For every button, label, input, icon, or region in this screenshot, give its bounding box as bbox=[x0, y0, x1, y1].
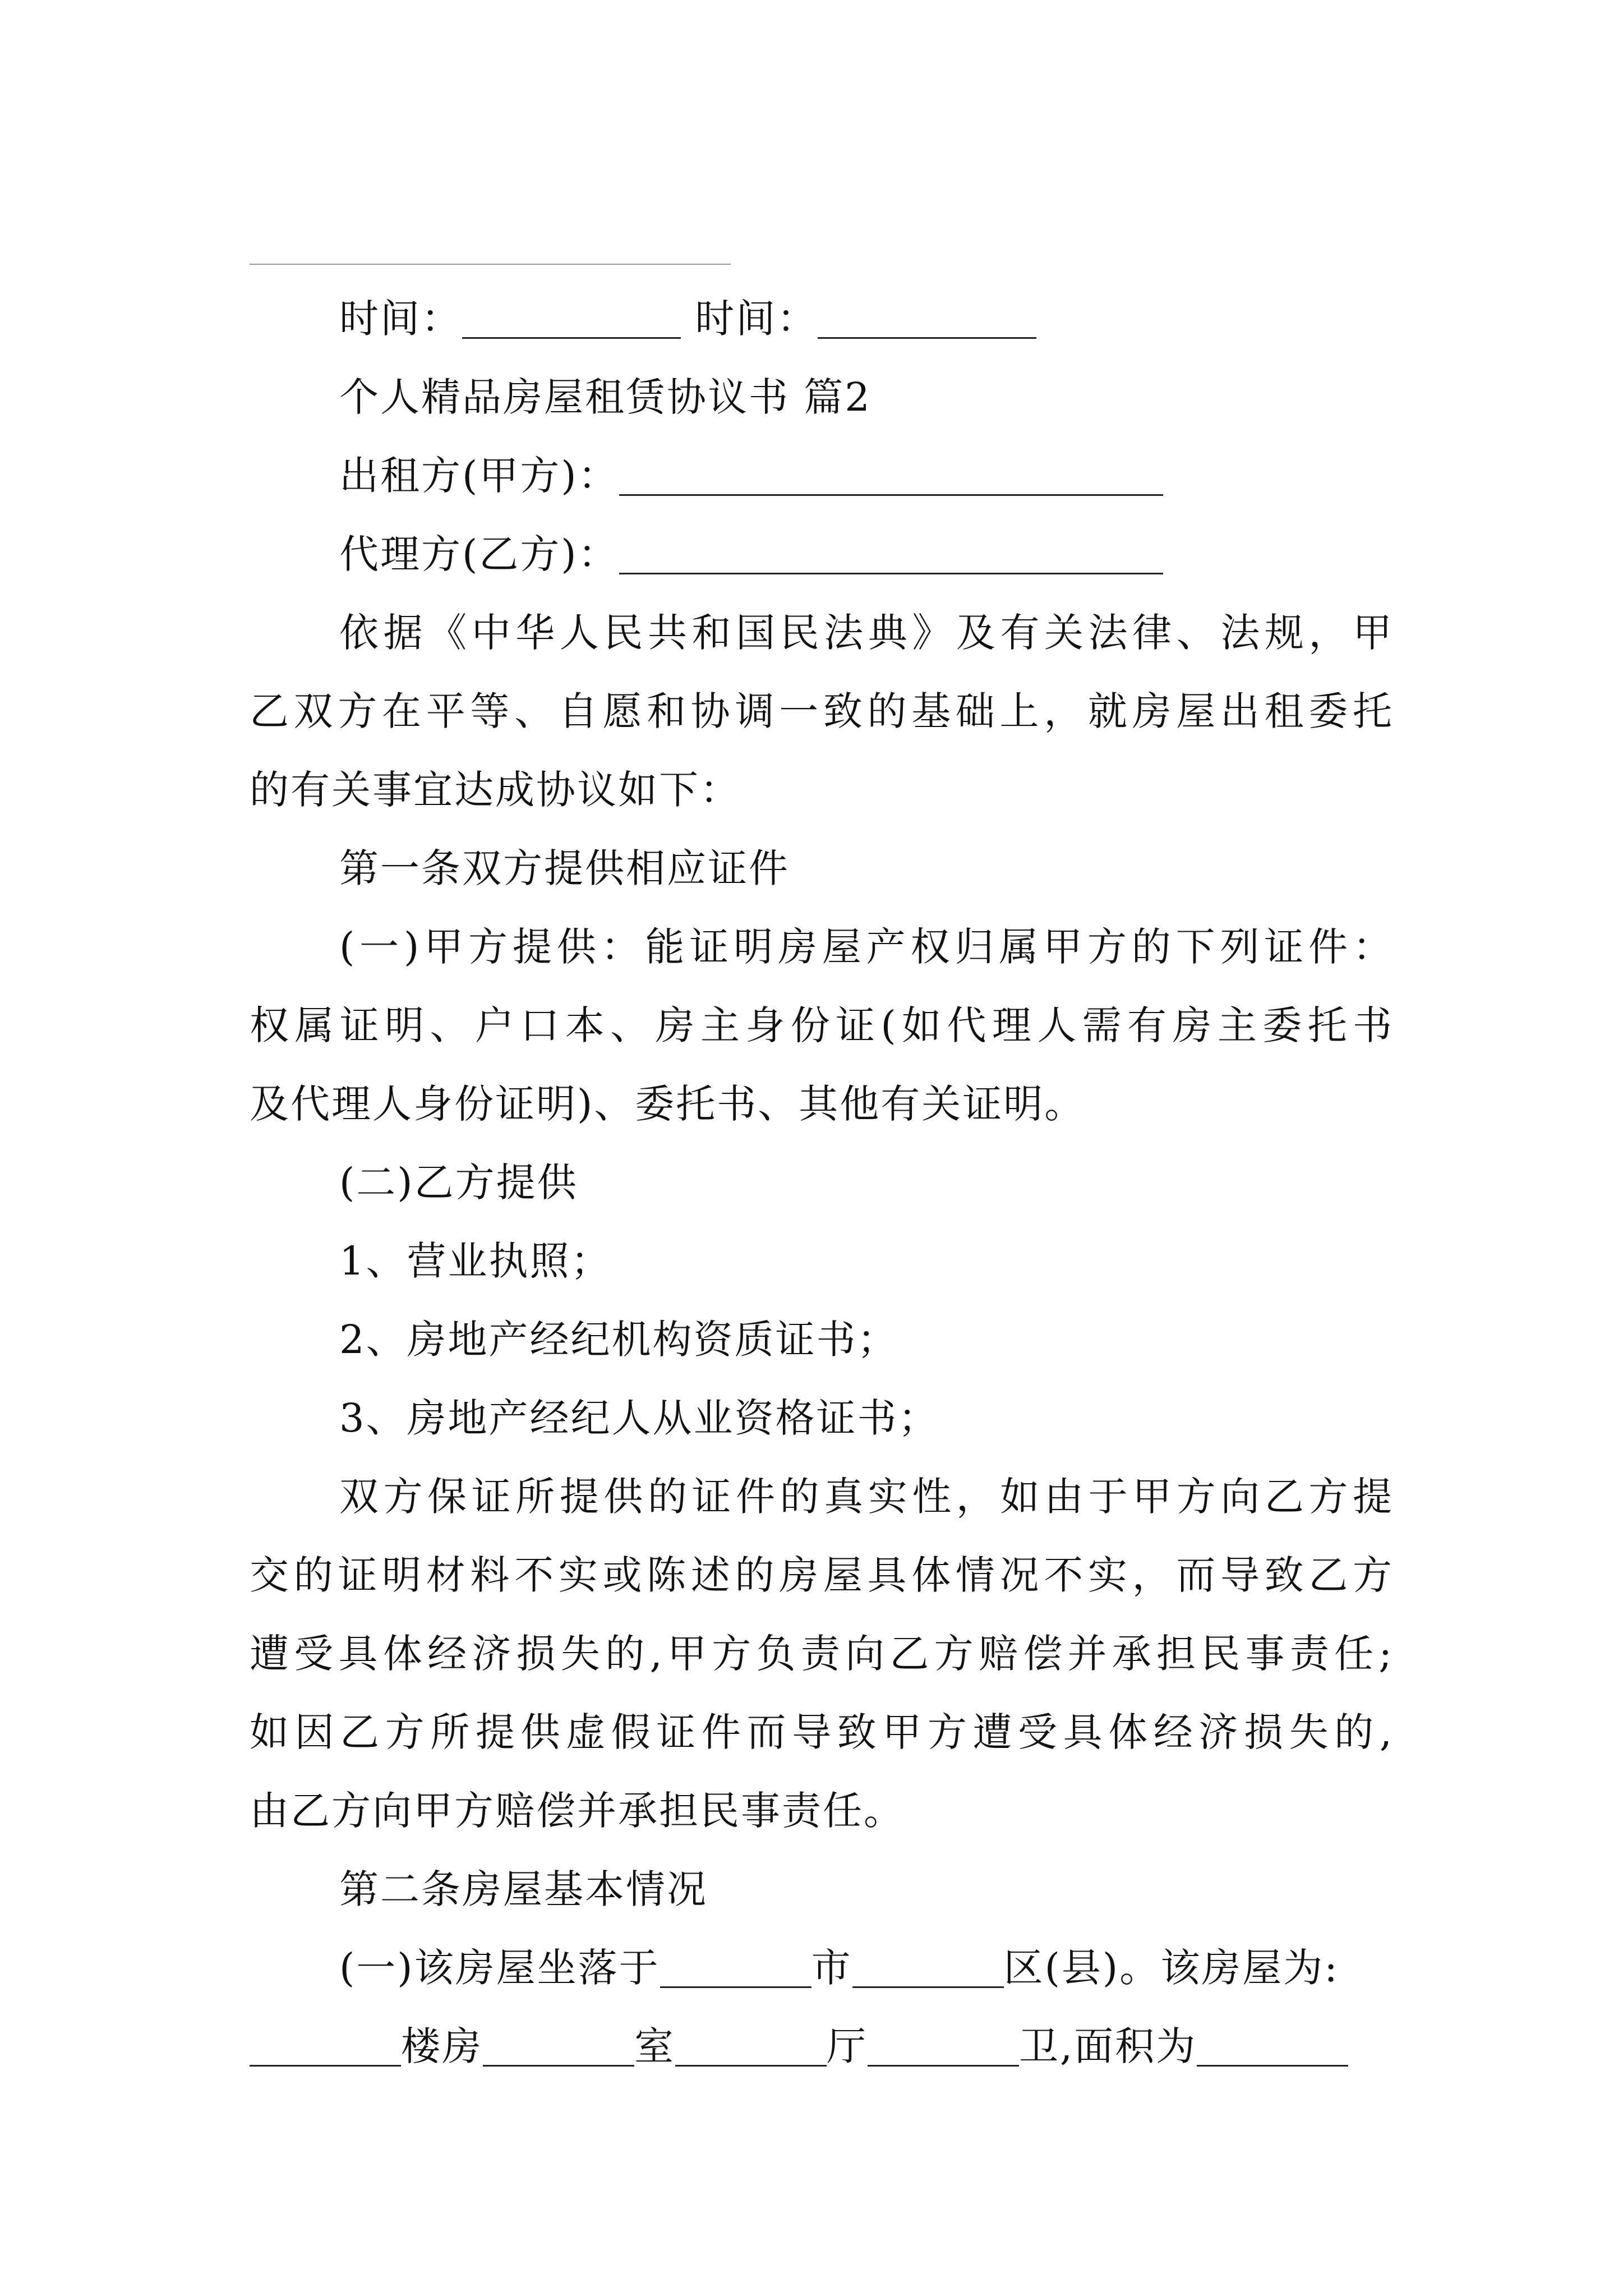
hall-blank bbox=[675, 2026, 827, 2067]
intro-line-1: 依据《中华人民共和国民法典》及有关法律、法规，甲 bbox=[339, 610, 1394, 656]
lessor-blank bbox=[619, 455, 1163, 496]
clause-1-1-line-1: (一)甲方提供：能证明房屋产权归属甲方的下列证件： bbox=[339, 924, 1394, 970]
time-label-1: 时间： bbox=[339, 296, 462, 342]
bath-label: 卫,面积为 bbox=[1019, 2023, 1197, 2069]
guarantee-line-1: 双方保证所提供的证件的真实性，如由于甲方向乙方提 bbox=[339, 1474, 1394, 1520]
intro-line-2: 乙双方在平等、自愿和协调一致的基础上，就房屋出租委托 bbox=[250, 688, 1394, 734]
lessor-label: 出租方(甲方)： bbox=[339, 453, 619, 499]
area-blank bbox=[1197, 2026, 1348, 2067]
clause-2-1 bbox=[250, 1941, 1394, 1995]
guarantee-line-4: 如因乙方所提供虚假证件而导致甲方遭受具体经济损失的, bbox=[250, 1709, 1394, 1755]
list-item-3: 3、房地产经纪人从业资格证书； bbox=[339, 1395, 939, 1441]
section-heading: 个人精品房屋租赁协议书 篇2 bbox=[339, 374, 872, 420]
agent-row bbox=[250, 527, 1394, 581]
time-label-2: 时间： bbox=[695, 296, 818, 342]
guarantee-line-5: 由乙方向甲方赔偿并承担民事责任。 bbox=[250, 1788, 905, 1834]
hall-label: 厅 bbox=[827, 2023, 868, 2069]
location-prefix: (一)该房屋坐落于 bbox=[339, 1945, 660, 1991]
room-label: 室 bbox=[634, 2023, 675, 2069]
bath-blank bbox=[868, 2026, 1019, 2067]
lessor-row bbox=[250, 449, 1394, 503]
agent-blank bbox=[619, 533, 1163, 574]
header-rule bbox=[250, 264, 731, 265]
guarantee-line-3: 遭受具体经济损失的,甲方负责向乙方赔偿并承担民事责任; bbox=[250, 1631, 1394, 1677]
clause-2-2 bbox=[250, 2019, 1394, 2073]
clause-1-2: (二)乙方提供 bbox=[339, 1159, 578, 1205]
list-item-2: 2、房地产经纪机构资质证书； bbox=[339, 1317, 898, 1363]
agent-label: 代理方(乙方)： bbox=[339, 531, 619, 577]
district-label: 区(县)。该房屋为: bbox=[1003, 1945, 1339, 1991]
district-blank bbox=[852, 1947, 1004, 1988]
article-1-title: 第一条双方提供相应证件 bbox=[339, 845, 790, 891]
building-blank bbox=[250, 2026, 401, 2067]
city-blank bbox=[660, 1947, 811, 1988]
building-label: 楼房 bbox=[401, 2023, 483, 2069]
clause-1-1-line-3: 及代理人身份证明)、委托书、其他有关证明。 bbox=[250, 1081, 1086, 1127]
time-blank-2 bbox=[818, 298, 1036, 339]
city-label: 市 bbox=[811, 1945, 852, 1991]
time-blank-1 bbox=[462, 298, 681, 339]
list-item-1: 1、营业执照； bbox=[339, 1238, 612, 1284]
article-2-title: 第二条房屋基本情况 bbox=[339, 1866, 708, 1912]
intro-line-3: 的有关事宜达成协议如下： bbox=[250, 767, 741, 813]
clause-1-1-line-2: 权属证明、户口本、房主身份证(如代理人需有房主委托书 bbox=[250, 1002, 1394, 1048]
room-blank bbox=[483, 2026, 634, 2067]
time-row bbox=[250, 292, 1394, 346]
guarantee-line-2: 交的证明材料不实或陈述的房屋具体情况不实，而导致乙方 bbox=[250, 1552, 1394, 1598]
